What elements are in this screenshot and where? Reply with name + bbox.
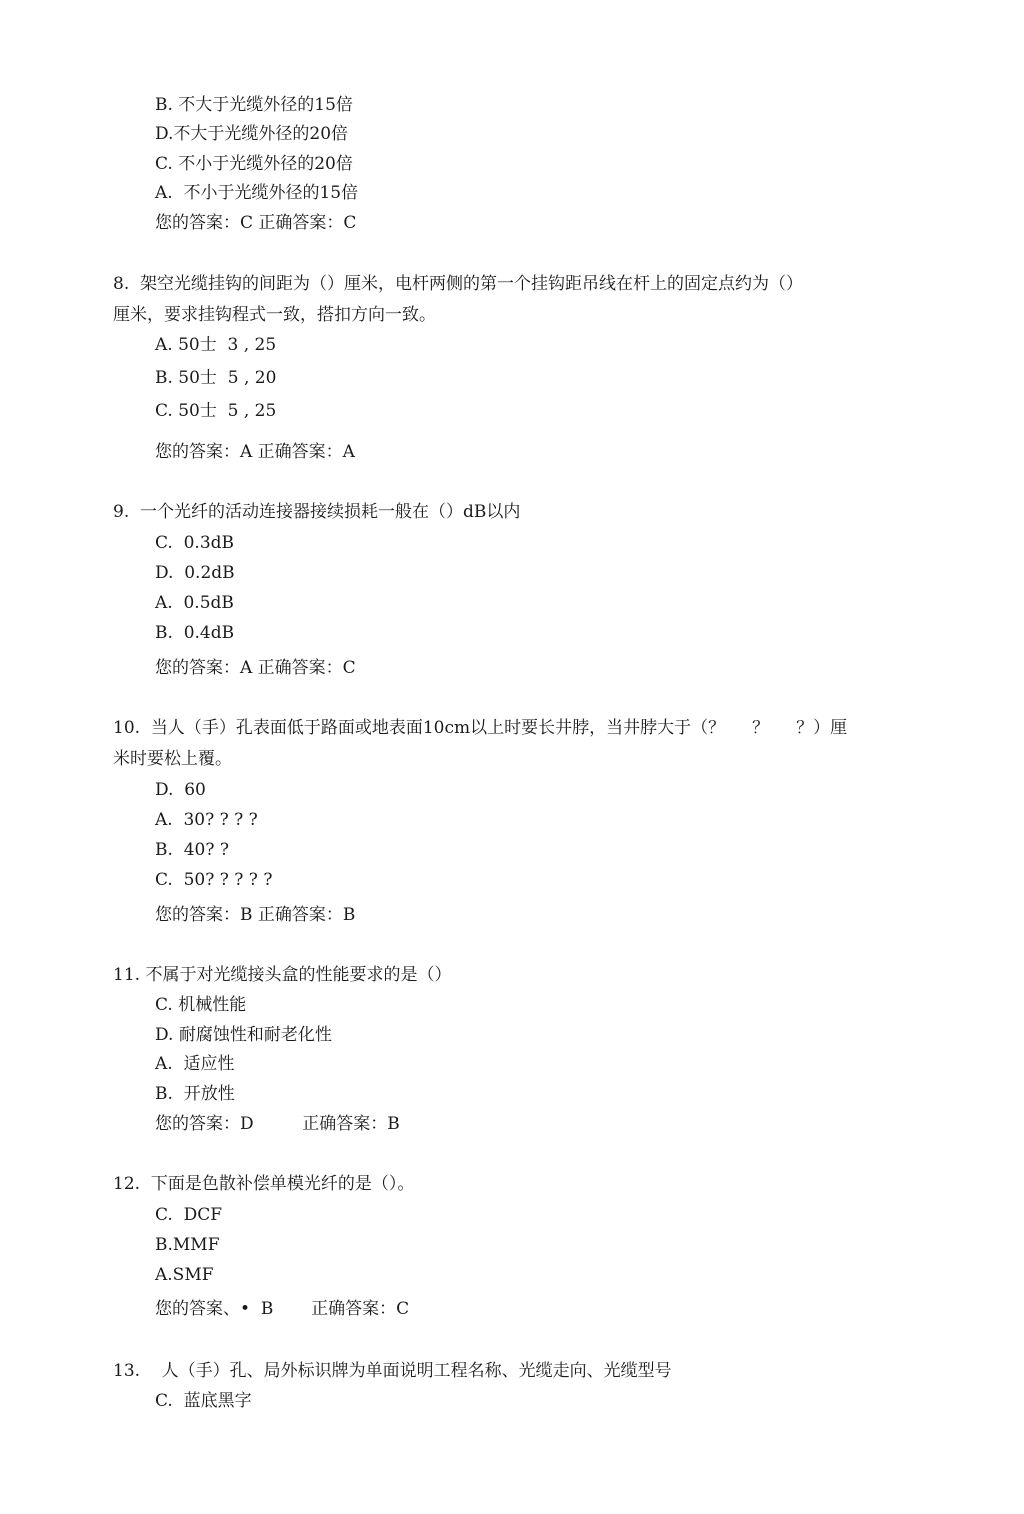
- option: D. 0.2dB: [155, 563, 235, 583]
- answer-line: 您的答案：A 正确答案：C: [155, 658, 356, 678]
- answer-line: 您的答案：C 正确答案：C: [155, 213, 357, 233]
- option: A. 30? ? ? ?: [155, 810, 258, 830]
- option: A. 50士 3 , 25: [155, 335, 277, 355]
- option: C. 机械性能: [155, 995, 247, 1015]
- answer-line: 您的答案：B 正确答案：B: [155, 905, 356, 925]
- option: B. 0.4dB: [155, 623, 235, 643]
- answer-line: 您的答案、• B 正确答案：C: [155, 1299, 410, 1319]
- answer-line: 您的答案：A 正确答案：A: [155, 442, 355, 462]
- option: B.MMF: [155, 1235, 220, 1255]
- option: B. 50士 5 , 20: [155, 368, 277, 388]
- question-text: 12. 下面是色散补偿单模光纤的是（）。: [113, 1174, 415, 1194]
- option: A. 不小于光缆外径的15倍: [155, 183, 359, 203]
- option: C. 不小于光缆外径的20倍: [155, 154, 353, 174]
- option: C. 50? ? ? ? ?: [155, 870, 273, 890]
- question-text: 10. 当人（手）孔表面低于路面或地表面10cm以上时要长井脖，当井脖大于（？ ？ ？）厘: [113, 718, 848, 738]
- question-text: 8. 架空光缆挂钩的间距为（）厘米，电杆两侧的第一个挂钩距吊线在杆上的固定点约为（）: [113, 274, 804, 294]
- option: C. 蓝底黑字: [155, 1391, 252, 1411]
- option: D. 耐腐蚀性和耐老化性: [155, 1025, 332, 1045]
- option: A. 0.5dB: [155, 593, 234, 613]
- option: D. 60: [155, 780, 206, 800]
- option: C. 50士 5 , 25: [155, 401, 277, 421]
- question-text: 米时要松上覆。: [113, 749, 232, 769]
- question-text: 11. 不属于对光缆接头盒的性能要求的是（）: [113, 965, 452, 985]
- option: A. 适应性: [155, 1054, 235, 1074]
- question-text: 厘米，要求挂钩程式一致，搭扣方向一致。: [113, 305, 436, 325]
- question-text: 13. 人（手）孔、局外标识牌为单面说明工程名称、光缆走向、光缆型号: [113, 1361, 672, 1381]
- question-text: 9. 一个光纤的活动连接器接续损耗一般在（）dB以内: [113, 502, 521, 522]
- option: A.SMF: [155, 1265, 214, 1285]
- option: B. 40? ?: [155, 840, 229, 860]
- option: C. DCF: [155, 1205, 223, 1225]
- option: D.不大于光缆外径的20倍: [155, 124, 349, 144]
- option: B. 开放性: [155, 1084, 235, 1104]
- answer-line: 您的答案：D 正确答案：B: [155, 1114, 400, 1134]
- option: C. 0.3dB: [155, 533, 235, 553]
- option: B. 不大于光缆外径的15倍: [155, 95, 353, 115]
